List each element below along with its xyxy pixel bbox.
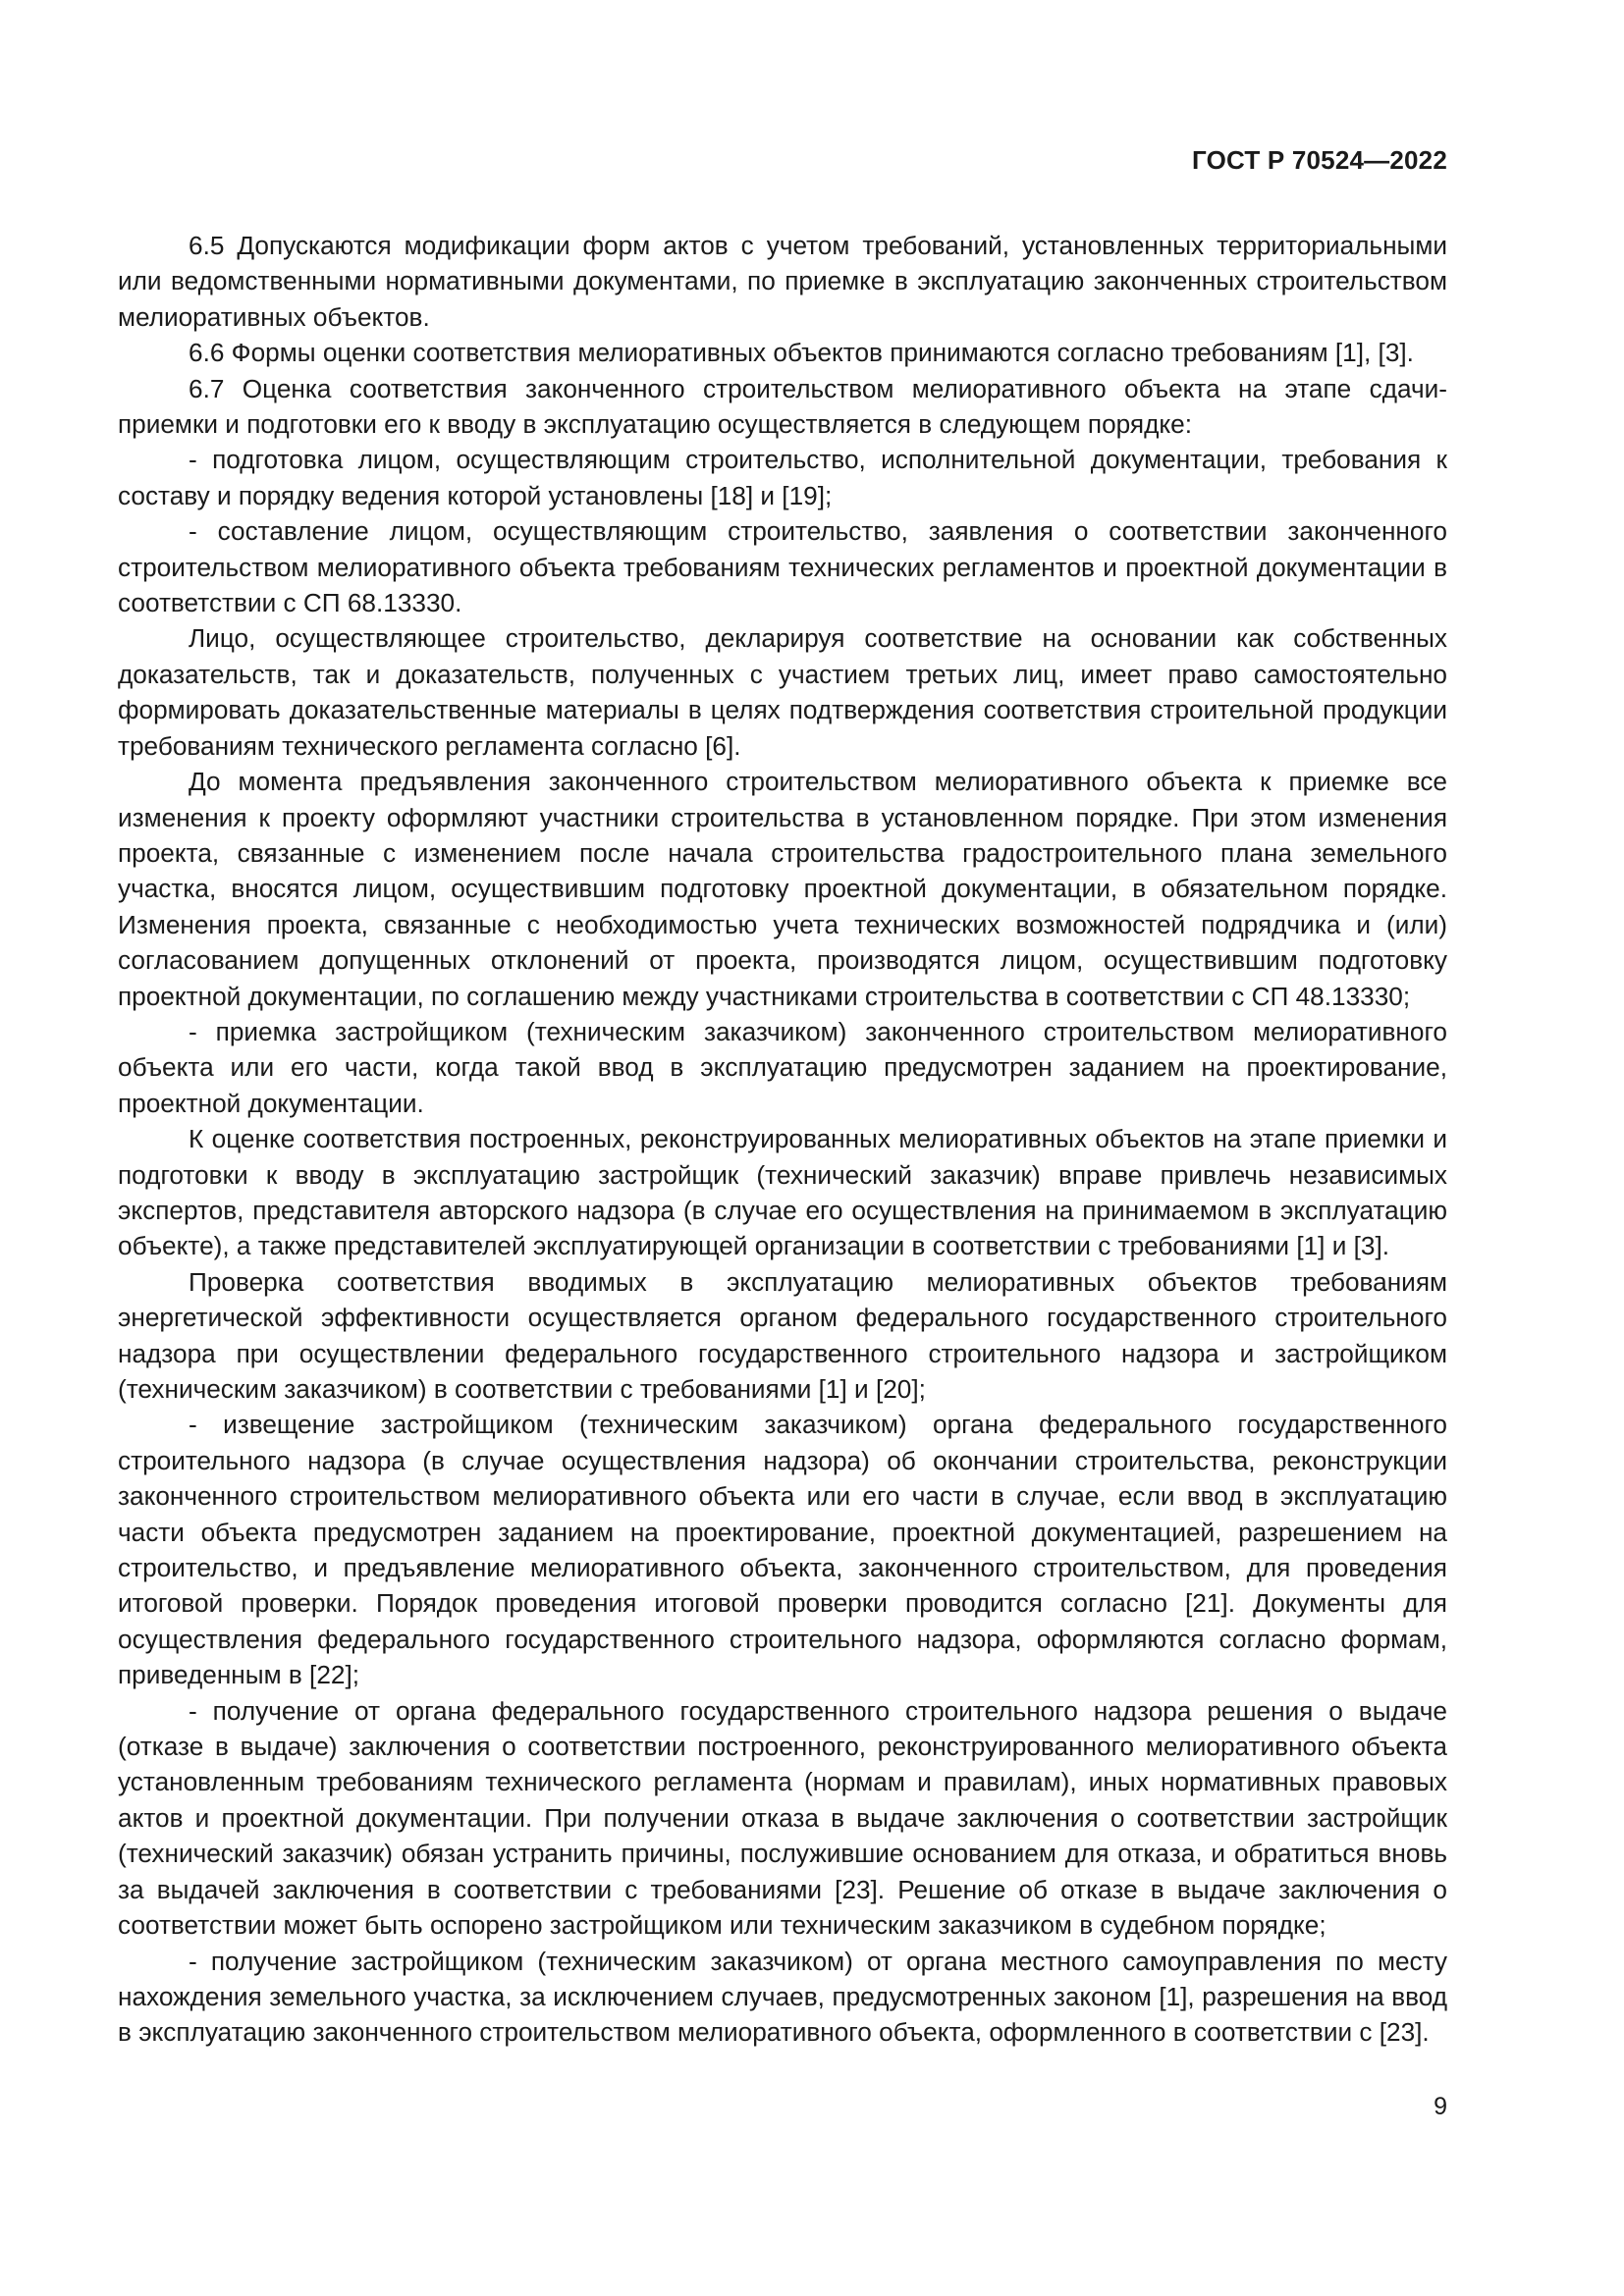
paragraph-6-5: 6.5 Допускаются модификации форм актов с учетом требований, установленных территориальными или ведомственными нормативными документами, по приемке в эксплуатацию законченных строительством мелиоративных объектов. [118,231,1447,332]
list-item-developer-acceptance: - приемка застройщиком (техническим заказчиком) законченного строительством мелиоративного объекта или его части, когда такой ввод в эксплуатацию предусмотрен заданием на проектирование, проектной документации. [118,1016,1447,1118]
document-body [118,228,1447,2051]
page-number: 9 [1434,2093,1447,2120]
paragraph-project-changes: До момента предъявления законченного строительством мелиоративного объекта к приемке все изменения к проекту оформляют участники строительства в установленном порядке. При этом изменения проекта, связанные с изменением после начала строительства градостроительного плана земельного участка, вносятся лицом, осуществившим подготовку проектной документации, в обязательном порядке. Изменения проекта, связанные с необходимостью учета технических возможностей подрядчика и (или) согласованием допущенных отклонений от проекта, производятся лицом, осуществившим подготовку проектной документации, по соглашению между участниками строительства в соответствии с СП 48.13330; [118,767,1447,1011]
paragraph-energy-efficiency: Проверка соответствия вводимых в эксплуатацию мелиоративных объектов требованиям энергетической эффективности осуществляется органом федерального государственного строительного надзора при осуществлении федерального государственного строительного надзора и застройщиком (техническим заказчиком) в соответствии с требованиями [1] и [20]; [118,1266,1447,1404]
list-item-conformity-conclusion: - получение от органа федерального государственного строительного надзора решения о выдаче (отказе в выдаче) заключения о соответствии построенного, реконструированного мелиоративного объекта установленным требованиям технического регламента (нормам и правилам), иных нормативных правовых актов и проектной документации. При получении отказа в выдаче заключения о соответствии застройщик (технический заказчик) обязан устранить причины, послужившие основанием для отказа, и обратиться вновь за выдачей заключения в соответствии с требованиями [23]. Решение об отказе в выдаче заключения о соответствии может быть оспорено застройщиком или техническим заказчиком в судебном порядке; [118,1695,1447,1941]
document-code: ГОСТ Р 70524—2022 [1192,145,1447,175]
paragraph-builder-declaration: Лицо, осуществляющее строительство, декларируя соответствие на основании как собственных доказательств, так и доказательств, полученных с участием третьих лиц, имеет право самостоятельно формировать доказательственные материалы в целях подтверждения соответствия строительной продукции требованиям технического регламента согласно [6]. [118,623,1447,761]
paragraph-6-6: 6.6 Формы оценки соответствия мелиоративных объектов принимаются согласно требованиям [1], [3]. [189,338,1414,368]
list-item-commissioning-permit: - получение застройщиком (техническим заказчиком) от органа местного самоуправления по месту нахождения земельного участка, за исключением случаев, предусмотренных законом [1], разрешения на ввод в эксплуатацию законченного строительством мелиоративного объекта, оформленного в соответствии с [23]. [118,1946,1447,2048]
list-item-supervision-notice: - извещение застройщиком (техническим заказчиком) органа федерального государственного строительного надзора (в случае осуществления надзора) об окончании строительства, реконструкции законченного строительством мелиоративного объекта или его части в случае, если ввод в эксплуатацию части объекта предусмотрен заданием на проектирование, проектной документацией, разрешением на строительство, и предъявление мелиоративного объекта, законченного строительством, для проведения итоговой проверки. Порядок проведения итоговой проверки проводится согласно [21]. Документы для осуществления федерального государственного строительного надзора, оформляются согласно формам, приведенным в [22]; [118,1410,1447,1690]
paragraph-independent-experts: К оценке соответствия построенных, реконструированных мелиоративных объектов на этапе приемки и подготовки к вводу в эксплуатацию застройщик (технический заказчик) вправе привлечь независимых экспертов, представителя авторского надзора (в случае его осуществления на принимаемом в эксплуатацию объекте), а также представителей эксплуатирующей организации в соответствии с требованиями [1] и [3]. [118,1124,1447,1261]
paragraph-6-7: 6.7 Оценка соответствия законченного строительством мелиоративного объекта на этапе сдачи-приемки и подготовки его к вводу в эксплуатацию осуществляется в следующем порядке: [118,373,1447,440]
list-item-executive-documentation: - подготовка лицом, осуществляющим строительство, исполнительной документации, требования к составу и порядку ведения которой установлены [18] и [19]; [118,445,1447,510]
list-item-conformity-statement: - составление лицом, осуществляющим строительство, заявления о соответствии законченного строительством мелиоративного объекта требованиям технических регламентов и проектной документации в соответствии с СП 68.13330. [118,516,1447,618]
